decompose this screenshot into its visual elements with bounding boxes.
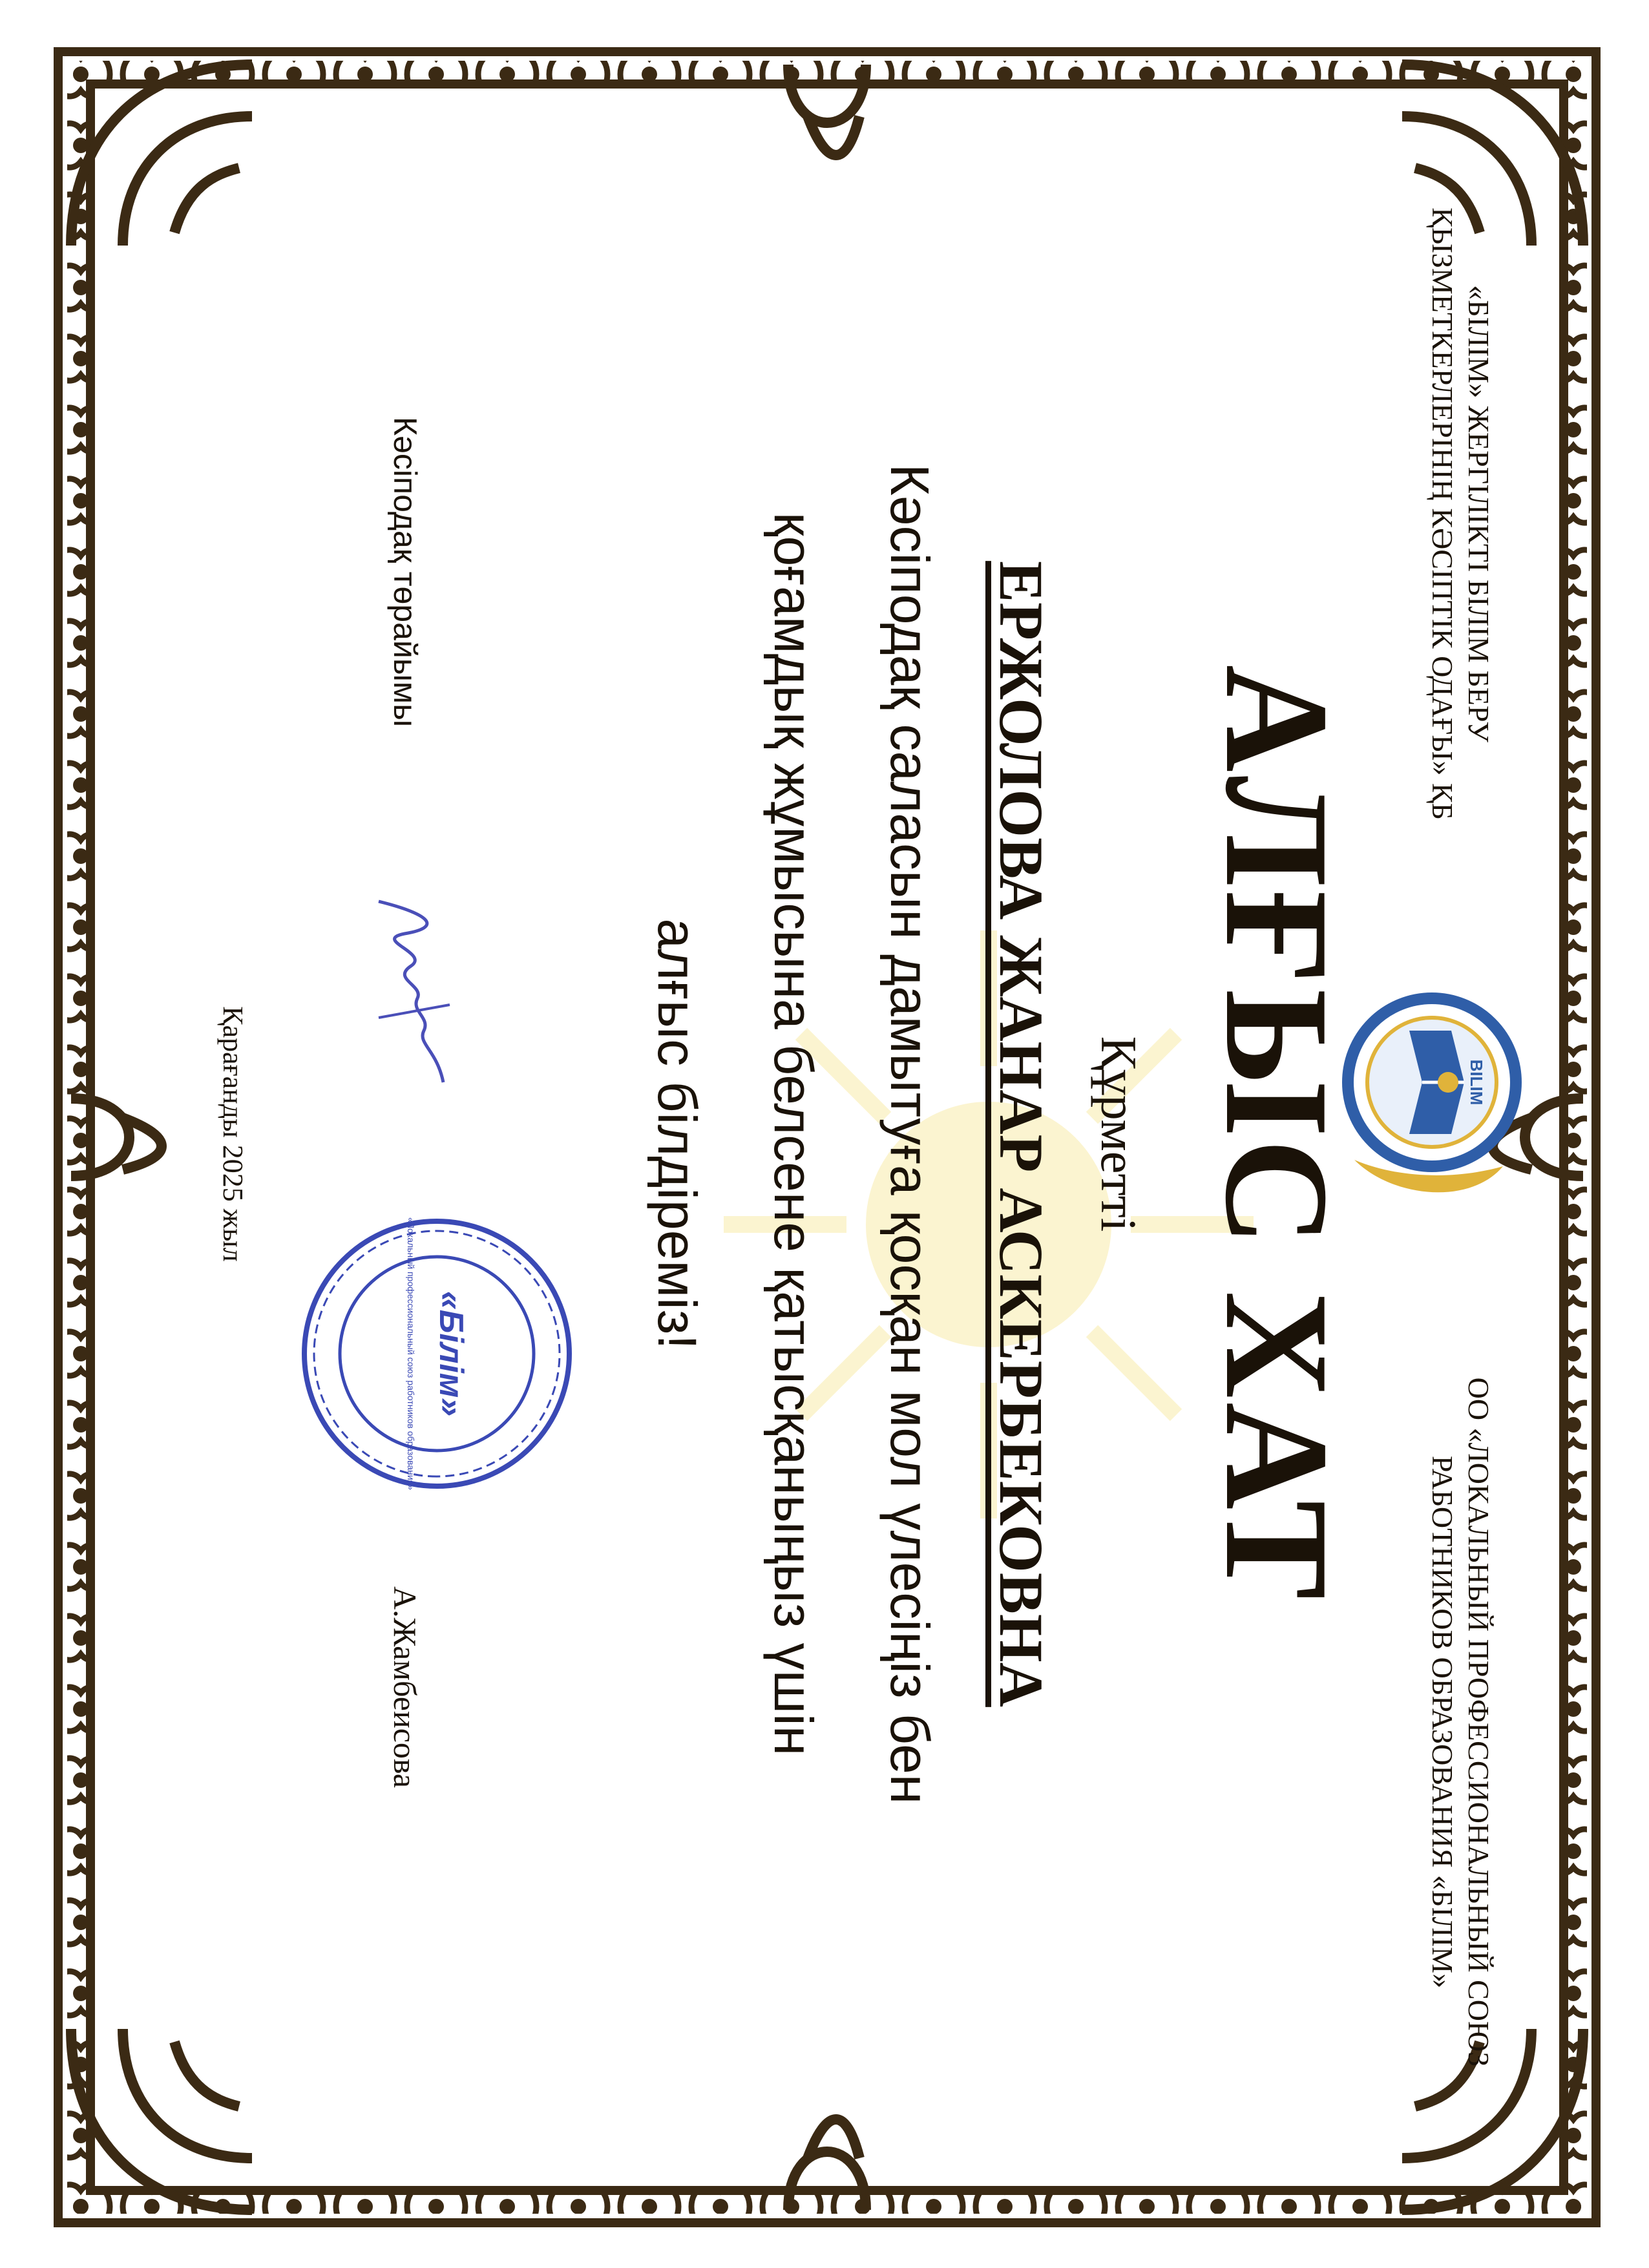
official-stamp [295, 1212, 579, 1496]
signer-role: Кәсіподақ төрайымы [387, 417, 423, 728]
bilim-logo [1335, 985, 1529, 1218]
certificate-content [114, 81, 1535, 2187]
certificate-title: АЛҒЫС ХАТ [1195, 664, 1360, 1604]
svg-text:«Локальный профессиональный со: «Локальный профессиональный союз работников образования» [406, 1217, 416, 1490]
recipient-name: ЕРЖОЛОВА ЖАНАР АСКЕРБЕКОВНА [987, 561, 1056, 1707]
handwritten-signature-icon [359, 888, 469, 1095]
signer-name: А.Жамбеисова [387, 1586, 423, 1789]
body-line-1: Кәсіподақ саласын дамытуға қосқан мол үлесіңіз бен [879, 463, 940, 1805]
place-and-date: Қарағанды 2025 жыл [217, 1006, 249, 1262]
body-line-2: қоғамдық жұмысына белсене қатысқаныңыз үшін [763, 512, 824, 1756]
body-line-3: алғыс білдіреміз! [647, 918, 708, 1350]
svg-text:BILIM: BILIM [1467, 1059, 1486, 1106]
organization-name-kazakh: «БІЛІМ» ЖЕРГІЛІКТІ БІЛІМ БЕРУ ҚЫЗМЕТКЕРЛЕРІНІҢ КӘСІПТІК ОДАҒЫ» ҚБ [1426, 207, 1495, 820]
svg-text:«Білім»: «Білім» [432, 1290, 470, 1417]
organization-name-russian: ОО «ЛОКАЛЬНЫЙ ПРОФЕССИОНАЛЬНЫЙ СОЮЗ РАБОТНИКОВ ОБРАЗОВАНИЯ «БІЛІМ» [1426, 1377, 1495, 2067]
greeting: Құрметті [1091, 1036, 1147, 1232]
